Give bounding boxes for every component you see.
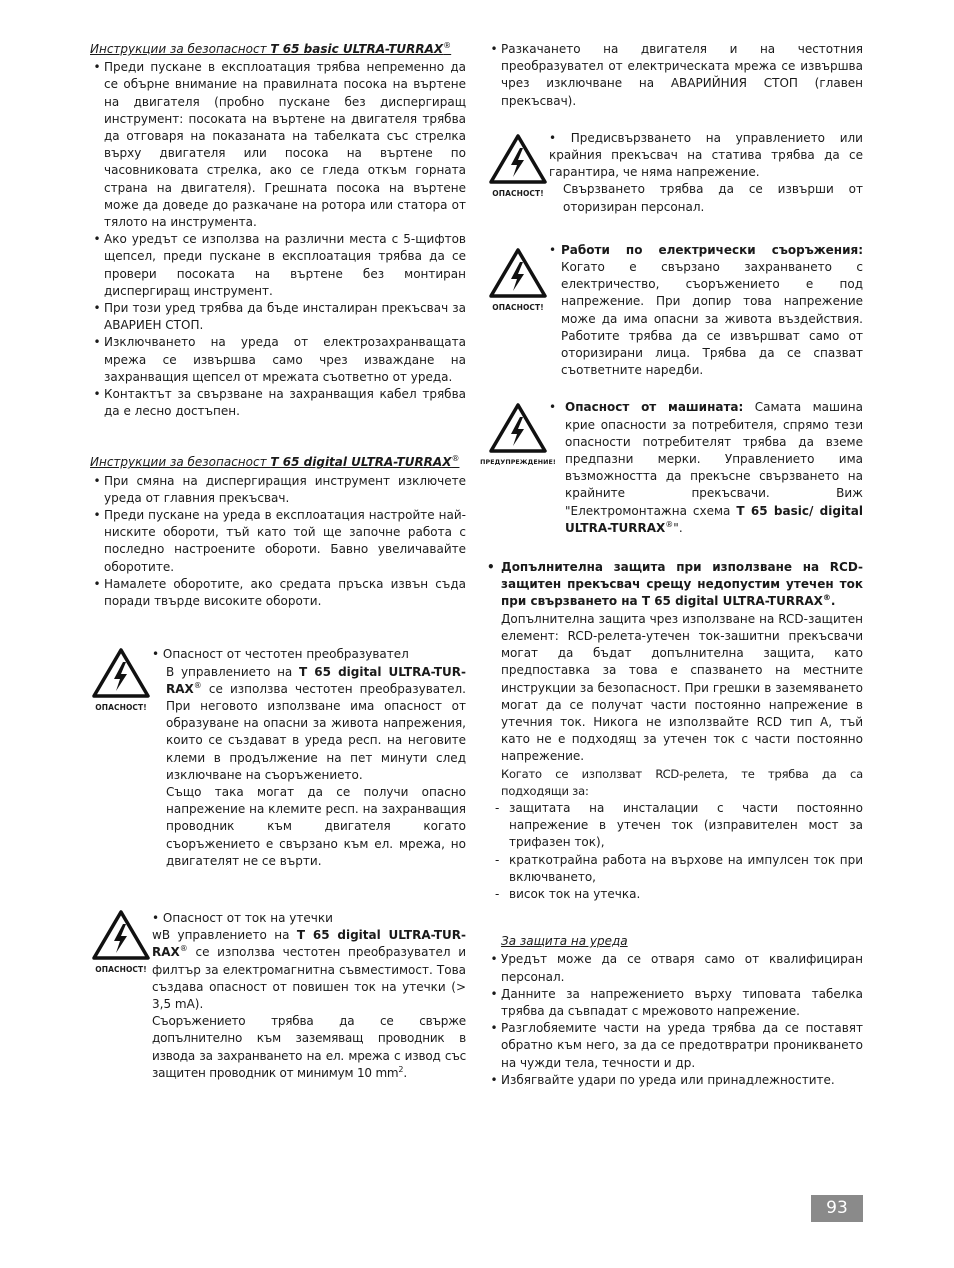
list-item: - защитата на инсталации с части постоянно напрежение в утечен ток (изправителен мост за трифазен ток), [495,800,863,850]
high-voltage-icon [489,134,547,184]
high-voltage-icon [489,248,547,298]
device-protection-section [487,933,863,1089]
list-item: • При смяна на диспергиращия инструмент изключете уреда от главния прекъсвач. [93,473,466,505]
list-item: • Разглобяемите части на уреда трябва да се поставят обратно към него, за да се предотвратри проникването на чужди тела, течности и др. [490,1021,863,1070]
list-item: • Преди пускане на уреда в експлоатация настройте най-ниските обороти, тъй като той ще започне работа с последно настроените обороти. Бавно увеличавайте оборотите. [93,508,466,574]
warning-machine: ПРЕДУПРЕЖДЕНИЕ! • Опасност от машината: Самата машина крие опасности за потребителя, спрямо тези опасности потребителят трябва да вземе предпазни мерки. Управлението има възможността да прекъсне свързването на крайните прекъсвачи. Виж "Електромонтажна схема T 65 basic/ digital ULTRA-TURRAX®". [480,400,864,535]
warning-leakage-current: ОПАСНОСТ! • Опасност от ток на утечки wВ управлението на T 65 digital ULTRA-TUR-RAX® се използва честотен преобразувател и филтър за електромагнитна съвместимост. Това създава опасност от повишен ток на утечки (> 3,5 mA). Съоръжението трябва да се свърже допълнително към заземяващ проводник в извода за захранването на ел. мрежа с извод със защитен проводник от минимум 10 $mm^2$. [90,910,466,1082]
list-item: • Разкачането на двигателя и на честотния преобразувател от електрическата мрежа се извършва чрез изключване на АВАРИЙНИЯ СТОП (главен прекъсвач). [490,42,863,108]
high-voltage-icon [92,648,150,698]
list-item: • Уредът може да се отваря само от квалифициран персонал. [490,952,863,984]
high-voltage-icon [92,910,150,960]
list-item: - висок ток на утечка. [495,886,641,901]
list-item: • Данните за напрежението върху типовата табелка трябва да съвпадат с мрежовото напрежение. [490,986,863,1018]
device-protection-heading: За защита на уреда [501,934,628,949]
list-item: - краткотрайна работа на върхове на импулсен ток при включването, [495,852,863,884]
list-item: • Избягвайте удари по уреда или принадлежностите. [490,1072,835,1087]
page-number: 93 [811,1195,863,1222]
left-column [90,41,466,1082]
warning-lightning-icon [489,403,547,453]
list-item: • Намалете оборотите, ако средата пръска извън съда поради твърде високите обороти. [93,576,466,609]
digital-safety-heading: Инструкции за безопасност T 65 digital ULTRA-TURRAX® [90,454,460,470]
basic-safety-heading: Инструкции за безопасност T 65 basic ULTRA-TURRAX® [90,41,452,56]
list-item: • Ако уредът се използва на различни места с 5-щифтов щепсел, преди пускане в експлоатация трябва да се провери посоката на въртене без монтиран диспергиращ инструмент. [93,232,466,298]
warning-title: • Опасност от честотен преобразувател [152,647,409,662]
rcd-title: • Допълнителна защита при използване на RCD-защитен прекъсвач срещу недопустим утечен ток при свързването на T 65 digital ULTRA-TURRAX®. [487,560,863,609]
warning-disconnect: ОПАСНОСТ! • Предисвързването на управлението или крайния прекъсвач на статива трябва да се гарантира, че няма напрежение. Свързването трябва да се извърши от оторизиран персонал. [487,130,863,216]
warning-electrical-work: ОПАСНОСТ! • Работи по електрически съоръжения: Когато е свързано захранването с електричество, съоръжението е под напрежение. При допир това напрежение може да има опасни за живота въздействия. Работите трябва да се извършват само от оторизирани лица. Трябва да се спазват съответните наредби. [487,242,863,380]
list-item: • Изключването на уреда от електрозахранващата мрежа се извършва само чрез изваждане на захранващия щепсел от мрежата съответно от уреда. [93,335,466,384]
warning-title: • Опасност от ток на утечки [152,910,333,925]
right-column [480,41,864,1089]
list-item: • Преди пускане в експлоатация трябва непременно да се обърне внимание на правилната посока на въртене на двигателя (пробно пускане без диспергиращ инструмент: посоката на въртене на двигателя трябва да отговаря на показаната на табелката със стрелка върху двигателя или посока на въртене по часовниковата стрелка, ако се гледа откъм горната страна на двигателя). Грешната посока на въртене може да доведе до разкачане на ротора или статора от тялото на инструмента. [93,60,466,230]
list-item: • При този уред трябва да бъде инсталиран прекъсвач за АВАРИЕН СТОП. [93,301,466,333]
rcd-section: • Допълнителна защита при използване на RCD-защитен прекъсвач срещу недопустим утечен ток при свързването на T 65 digital ULTRA-TURRAX®. Допълнителна защита чрез използване на RCD-защитен елемент: RCD-релета-утечен ток-зашитни прекъсвачи могат да бъдат допълнителна защита, като предпоставка за това е спазването на местните инструкции за безопасност. При грешки в заземяването могат да се получат части постоянно напрежение в утечния ток. Никога не използвайте RCD тип А, тъй като не е подходящ за утечен ток с части постоянно напрежение. Когато се използват RCD-релета, те трябва да са подходящи за: - защитата на инсталации с части постоянно напрежение в утечен ток (изправителен мост за трифазен ток), - краткотрайна работа на върхове на импулсен ток при включването, - висок ток на утечка. [487,559,863,903]
warning-frequency-converter: ОПАСНОСТ! • Опасност от честотен преобразувател В управлението на T 65 digital ULTRA-TUR-RAX® се използва честотен преобразувател. При неговото използване има опасност от образуване на опасни за живота напрежения, които се създават в уреда респ. на неговите клеми в продължение на пет минути след изключване на съоръжението. Също така могат да се получи опасно напрежение на клемите респ. на захранващия проводник към двигателя когато съоръжението е свързано към ел. мрежа, но двигателят не се върти. [90,646,466,870]
list-item: • Контактът за свързване на захранващия кабел трябва да е лесно достъпен. [93,387,466,419]
